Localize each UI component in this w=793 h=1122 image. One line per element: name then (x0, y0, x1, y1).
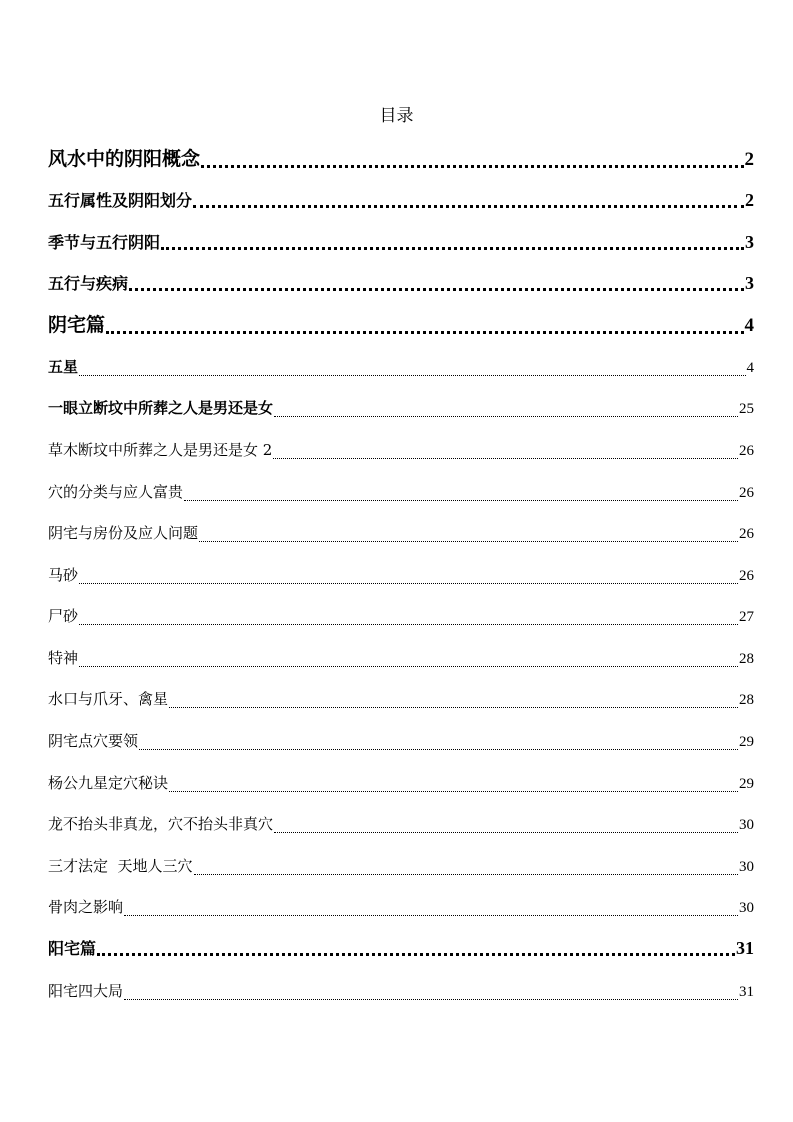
toc-entry[interactable] (48, 230, 754, 255)
toc-entry-page: 25 (739, 401, 754, 417)
toc-entry[interactable] (48, 521, 754, 546)
toc-entry-label: 阴宅点穴要领 (48, 732, 139, 750)
toc-title: 目录 (379, 106, 414, 126)
dot-leader (79, 355, 745, 380)
toc-entry-label: 穴的分类与应人富贵 (48, 483, 184, 501)
dot-leader (199, 521, 738, 546)
dot-leader (274, 812, 738, 837)
toc-entry-label: 阴宅与房份及应人问题 (48, 524, 199, 542)
toc-entry[interactable] (48, 355, 754, 380)
toc-entry[interactable] (48, 812, 754, 837)
toc-entry-label: 季节与五行阴阳 (48, 233, 161, 252)
toc-entry[interactable] (48, 563, 754, 588)
toc-entry-page: 27 (739, 609, 754, 625)
toc-entry[interactable] (48, 396, 754, 421)
toc-entry-page: 28 (739, 692, 754, 708)
toc-entry-page: 2 (745, 190, 754, 210)
dot-leader (124, 979, 738, 1004)
toc-entry-label: 五星 (48, 358, 79, 376)
toc-entry-label: 阴宅篇 (48, 314, 106, 336)
toc-entry[interactable] (48, 771, 754, 796)
toc-entry-label: 风水中的阴阳概念 (48, 148, 201, 170)
toc-entry[interactable] (48, 729, 754, 754)
dot-leader (169, 771, 738, 796)
toc-entry[interactable] (48, 854, 754, 879)
toc-entry-label: 一眼立断坟中所葬之人是男还是女 (48, 399, 274, 417)
toc-entry-page: 4 (746, 360, 754, 376)
dot-leader (124, 895, 738, 920)
toc-entry-page: 26 (739, 568, 754, 584)
toc-entry[interactable] (48, 312, 754, 339)
toc-entry[interactable] (48, 438, 754, 463)
toc-entry-label: 龙不抬头非真龙，穴不抬头非真穴 (48, 815, 274, 833)
dot-leader (79, 646, 738, 671)
toc-entry[interactable] (48, 687, 754, 712)
toc-entry-page: 26 (739, 485, 754, 501)
toc-entry-page: 31 (736, 938, 754, 958)
toc-entry-label: 草木断坟中所葬之人是男还是女 2 (48, 441, 273, 459)
dot-leader (106, 312, 743, 339)
toc-entry[interactable] (48, 146, 754, 173)
toc-entry[interactable] (48, 895, 754, 920)
dot-leader (193, 188, 744, 213)
dot-leader (169, 687, 738, 712)
toc-entry-label: 马砂 (48, 566, 79, 584)
dot-leader (79, 604, 738, 629)
toc-entry-page: 3 (745, 273, 754, 293)
toc-entry-page: 2 (744, 149, 754, 170)
toc-entry-page: 28 (739, 651, 754, 667)
toc-entry-label: 三才法定 天地人三穴 (48, 857, 193, 875)
toc-entry-page: 31 (739, 984, 754, 1000)
toc-entry-page: 3 (745, 232, 754, 252)
dot-leader (79, 563, 738, 588)
dot-leader (273, 438, 738, 463)
toc-entry[interactable] (48, 979, 754, 1004)
toc-entry-page: 4 (744, 315, 754, 336)
toc-entry[interactable] (48, 271, 754, 296)
toc-entry[interactable] (48, 188, 754, 213)
toc-entry-page: 29 (739, 734, 754, 750)
dot-leader (161, 230, 744, 255)
dot-leader (129, 271, 744, 296)
dot-leader (139, 729, 738, 754)
toc-entry-label: 尸砂 (48, 607, 79, 625)
toc-entry-label: 五行属性及阴阳划分 (48, 191, 193, 210)
toc-entry-page: 30 (739, 817, 754, 833)
toc-entry-page: 30 (739, 900, 754, 916)
toc-entry-page: 26 (739, 443, 754, 459)
toc-entry-label: 特神 (48, 649, 79, 667)
toc-entry[interactable] (48, 480, 754, 505)
toc-entry-label: 阳宅篇 (48, 939, 97, 958)
toc-entry-page: 29 (739, 776, 754, 792)
toc-entry-label: 水口与爪牙、禽星 (48, 690, 169, 708)
toc-entry[interactable] (48, 936, 754, 961)
toc-entry[interactable] (48, 604, 754, 629)
toc-entry-label: 五行与疾病 (48, 274, 129, 293)
dot-leader (194, 854, 738, 879)
dot-leader (97, 936, 735, 961)
toc-entry-label: 杨公九星定穴秘诀 (48, 774, 169, 792)
dot-leader (184, 480, 738, 505)
dot-leader (201, 146, 743, 173)
toc-entry-label: 阳宅四大局 (48, 982, 124, 1000)
toc-entry[interactable] (48, 646, 754, 671)
toc-entry-label: 骨肉之影响 (48, 898, 124, 916)
toc-entry-page: 30 (739, 859, 754, 875)
toc-entry-page: 26 (739, 526, 754, 542)
dot-leader (274, 396, 738, 421)
